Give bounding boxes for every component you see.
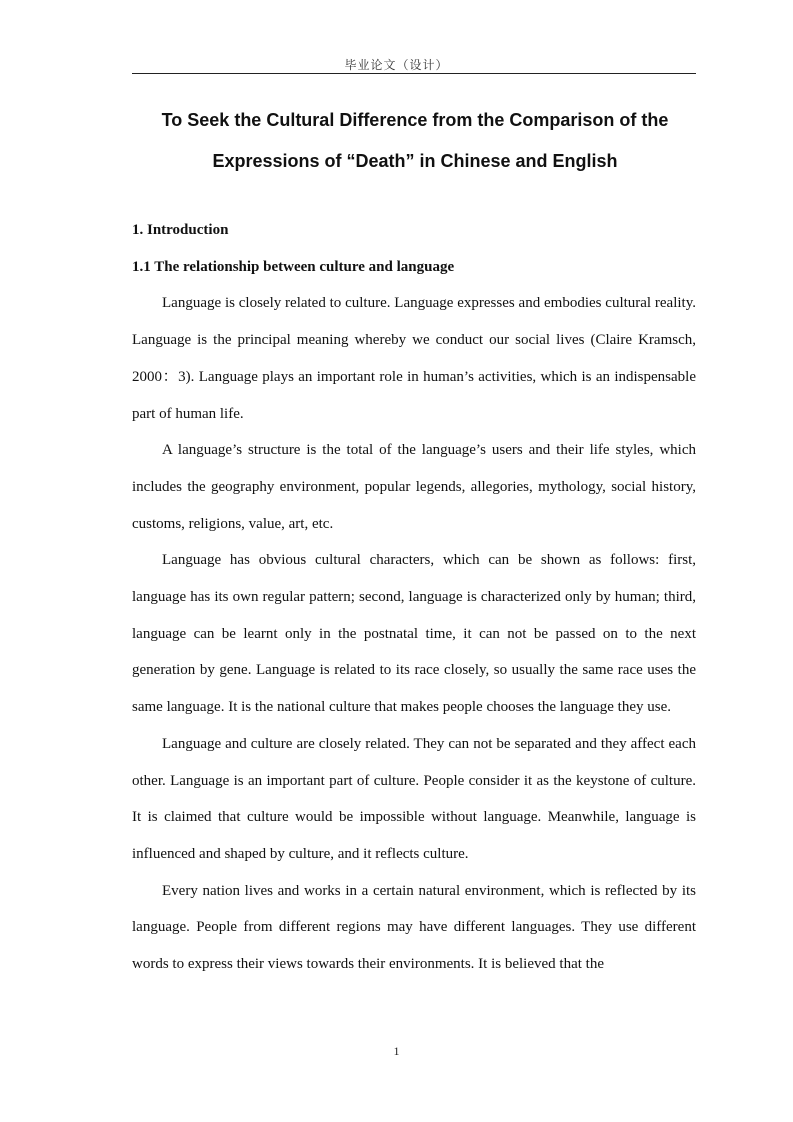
page-number: 1 <box>393 1044 400 1058</box>
subsection-heading: 1.1 The relationship between culture and language <box>132 258 455 275</box>
paragraph-2: A language’s structure is the total of the language’s users and their life styles, which includes the geography environment, popular legends, allegories, mythology, social history, customs, religions, value, art, etc. <box>132 442 696 532</box>
paragraph-4: Language and culture are closely related. They can not be separated and they affect each other. Language is an important part of culture. People consider it as the keystone of culture. It is claimed that culture would be impossible without language. Meanwhile, language is influenced and shaped by culture, and it reflects culture. <box>132 735 696 862</box>
header-rule <box>132 73 696 74</box>
paragraph-5: Every nation lives and works in a certain natural environment, which is reflected by its language. People from different regions may have different languages. They use different words to express their views towards their environments. It is believed that the <box>132 882 696 973</box>
title-line-1: To Seek the Cultural Difference from the Comparison of the <box>161 110 669 130</box>
section-heading: 1. Introduction <box>132 222 229 238</box>
title-line-2: Expressions of “Death” in Chinese and English <box>212 151 618 171</box>
paragraph-1: Language is closely related to culture. Language expresses and embodies cultural reality. Language is the principal meaning whereby we conduct our social lives (Claire Kramsch, 2000：3). Language plays an important role in human’s activities, which is an indispensable part of human life. <box>132 295 696 422</box>
body-text <box>132 212 696 983</box>
paper-title <box>120 100 710 182</box>
running-header: 毕业论文（设计） <box>344 58 449 72</box>
paragraph-3: Language has obvious cultural characters, which can be shown as follows: first, language has its own regular pattern; second, language is characterized only by human; third, language can be learnt only in the postnatal time, it can not be passed on to the next generation by gene. Language is related to its race closely, so usually the same race uses the same language. It is the national culture that makes people chooses the language they use. <box>132 552 696 716</box>
